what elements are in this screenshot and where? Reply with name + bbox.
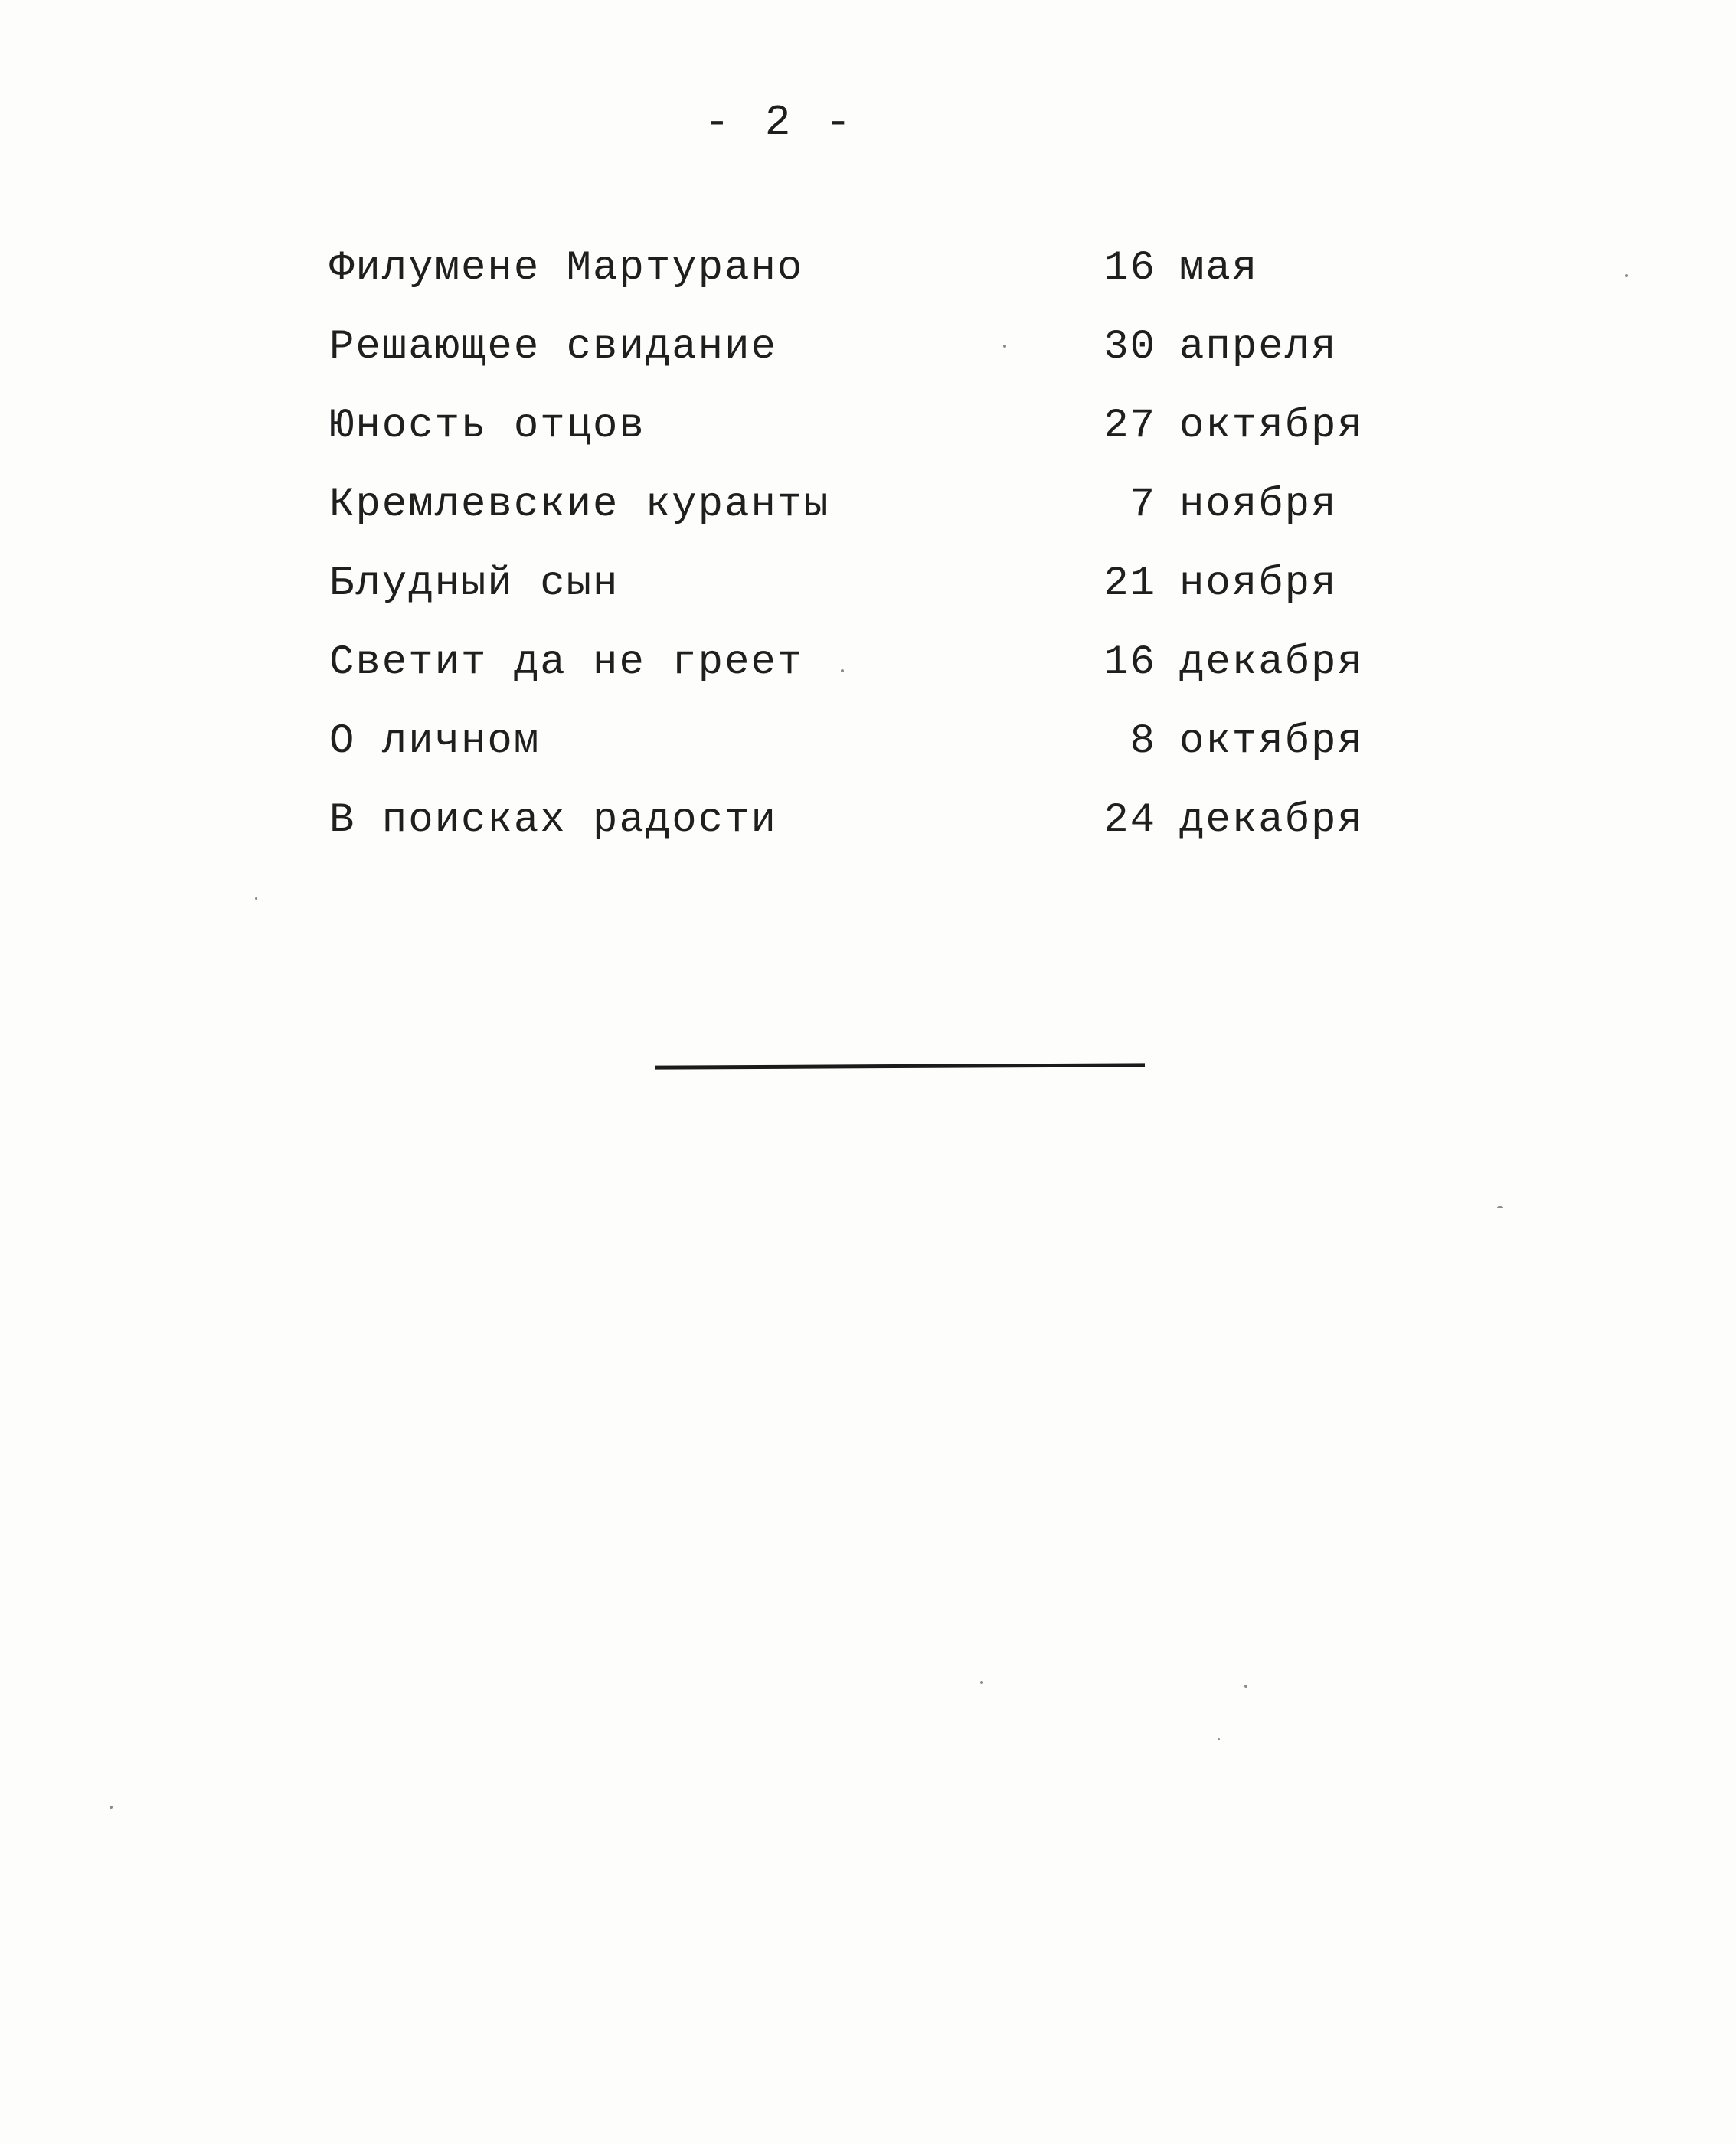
play-title: О личном bbox=[329, 718, 541, 765]
scan-speck bbox=[1497, 1206, 1503, 1208]
date-day: 16 bbox=[1103, 245, 1156, 292]
date-month: декабря bbox=[1179, 797, 1364, 844]
date-month: апреля bbox=[1179, 324, 1338, 371]
play-date bbox=[1095, 639, 1364, 686]
play-date bbox=[1095, 797, 1364, 844]
date-day: 8 bbox=[1130, 718, 1156, 765]
list-item bbox=[329, 403, 1363, 482]
scan-speck bbox=[841, 669, 844, 672]
play-title: Филумене Мартурано bbox=[329, 245, 804, 292]
page-number: - 2 - bbox=[704, 98, 856, 147]
play-date bbox=[1095, 482, 1337, 528]
play-date bbox=[1095, 718, 1364, 765]
play-title: Светит да не греет bbox=[329, 639, 804, 686]
play-date bbox=[1095, 561, 1337, 607]
play-title: Юность отцов bbox=[329, 403, 646, 449]
scan-speck bbox=[980, 1681, 983, 1684]
date-month: декабря bbox=[1179, 639, 1364, 686]
date-day: 30 bbox=[1103, 324, 1156, 371]
play-title: Решающее свидание bbox=[329, 324, 777, 371]
date-month: ноября bbox=[1179, 561, 1338, 607]
date-month: ноября bbox=[1179, 482, 1338, 528]
play-date bbox=[1095, 403, 1364, 449]
scan-speck bbox=[255, 897, 257, 900]
list-item bbox=[329, 482, 1363, 561]
play-list bbox=[329, 245, 1363, 876]
scan-speck bbox=[110, 1806, 113, 1809]
list-item bbox=[329, 245, 1363, 324]
play-date bbox=[1095, 324, 1337, 371]
date-month: мая bbox=[1179, 245, 1259, 292]
horizontal-rule bbox=[655, 1063, 1145, 1069]
list-item bbox=[329, 561, 1363, 639]
list-item bbox=[329, 639, 1363, 718]
play-title: В поисках радости bbox=[329, 797, 777, 844]
scan-speck bbox=[1625, 274, 1628, 277]
scan-speck bbox=[1003, 345, 1006, 348]
date-month: октября bbox=[1179, 403, 1364, 449]
list-item bbox=[329, 718, 1363, 797]
play-title: Кремлевские куранты bbox=[329, 482, 830, 528]
play-title: Блудный сын bbox=[329, 561, 620, 607]
date-day: 7 bbox=[1130, 482, 1156, 528]
date-day: 27 bbox=[1103, 403, 1156, 449]
date-day: 24 bbox=[1103, 797, 1156, 844]
scan-speck bbox=[1244, 1685, 1247, 1688]
list-item bbox=[329, 797, 1363, 876]
play-date bbox=[1095, 245, 1258, 292]
date-month: октября bbox=[1179, 718, 1364, 765]
date-day: 21 bbox=[1103, 561, 1156, 607]
scan-speck bbox=[1218, 1738, 1220, 1740]
list-item bbox=[329, 324, 1363, 403]
date-day: 16 bbox=[1103, 639, 1156, 686]
